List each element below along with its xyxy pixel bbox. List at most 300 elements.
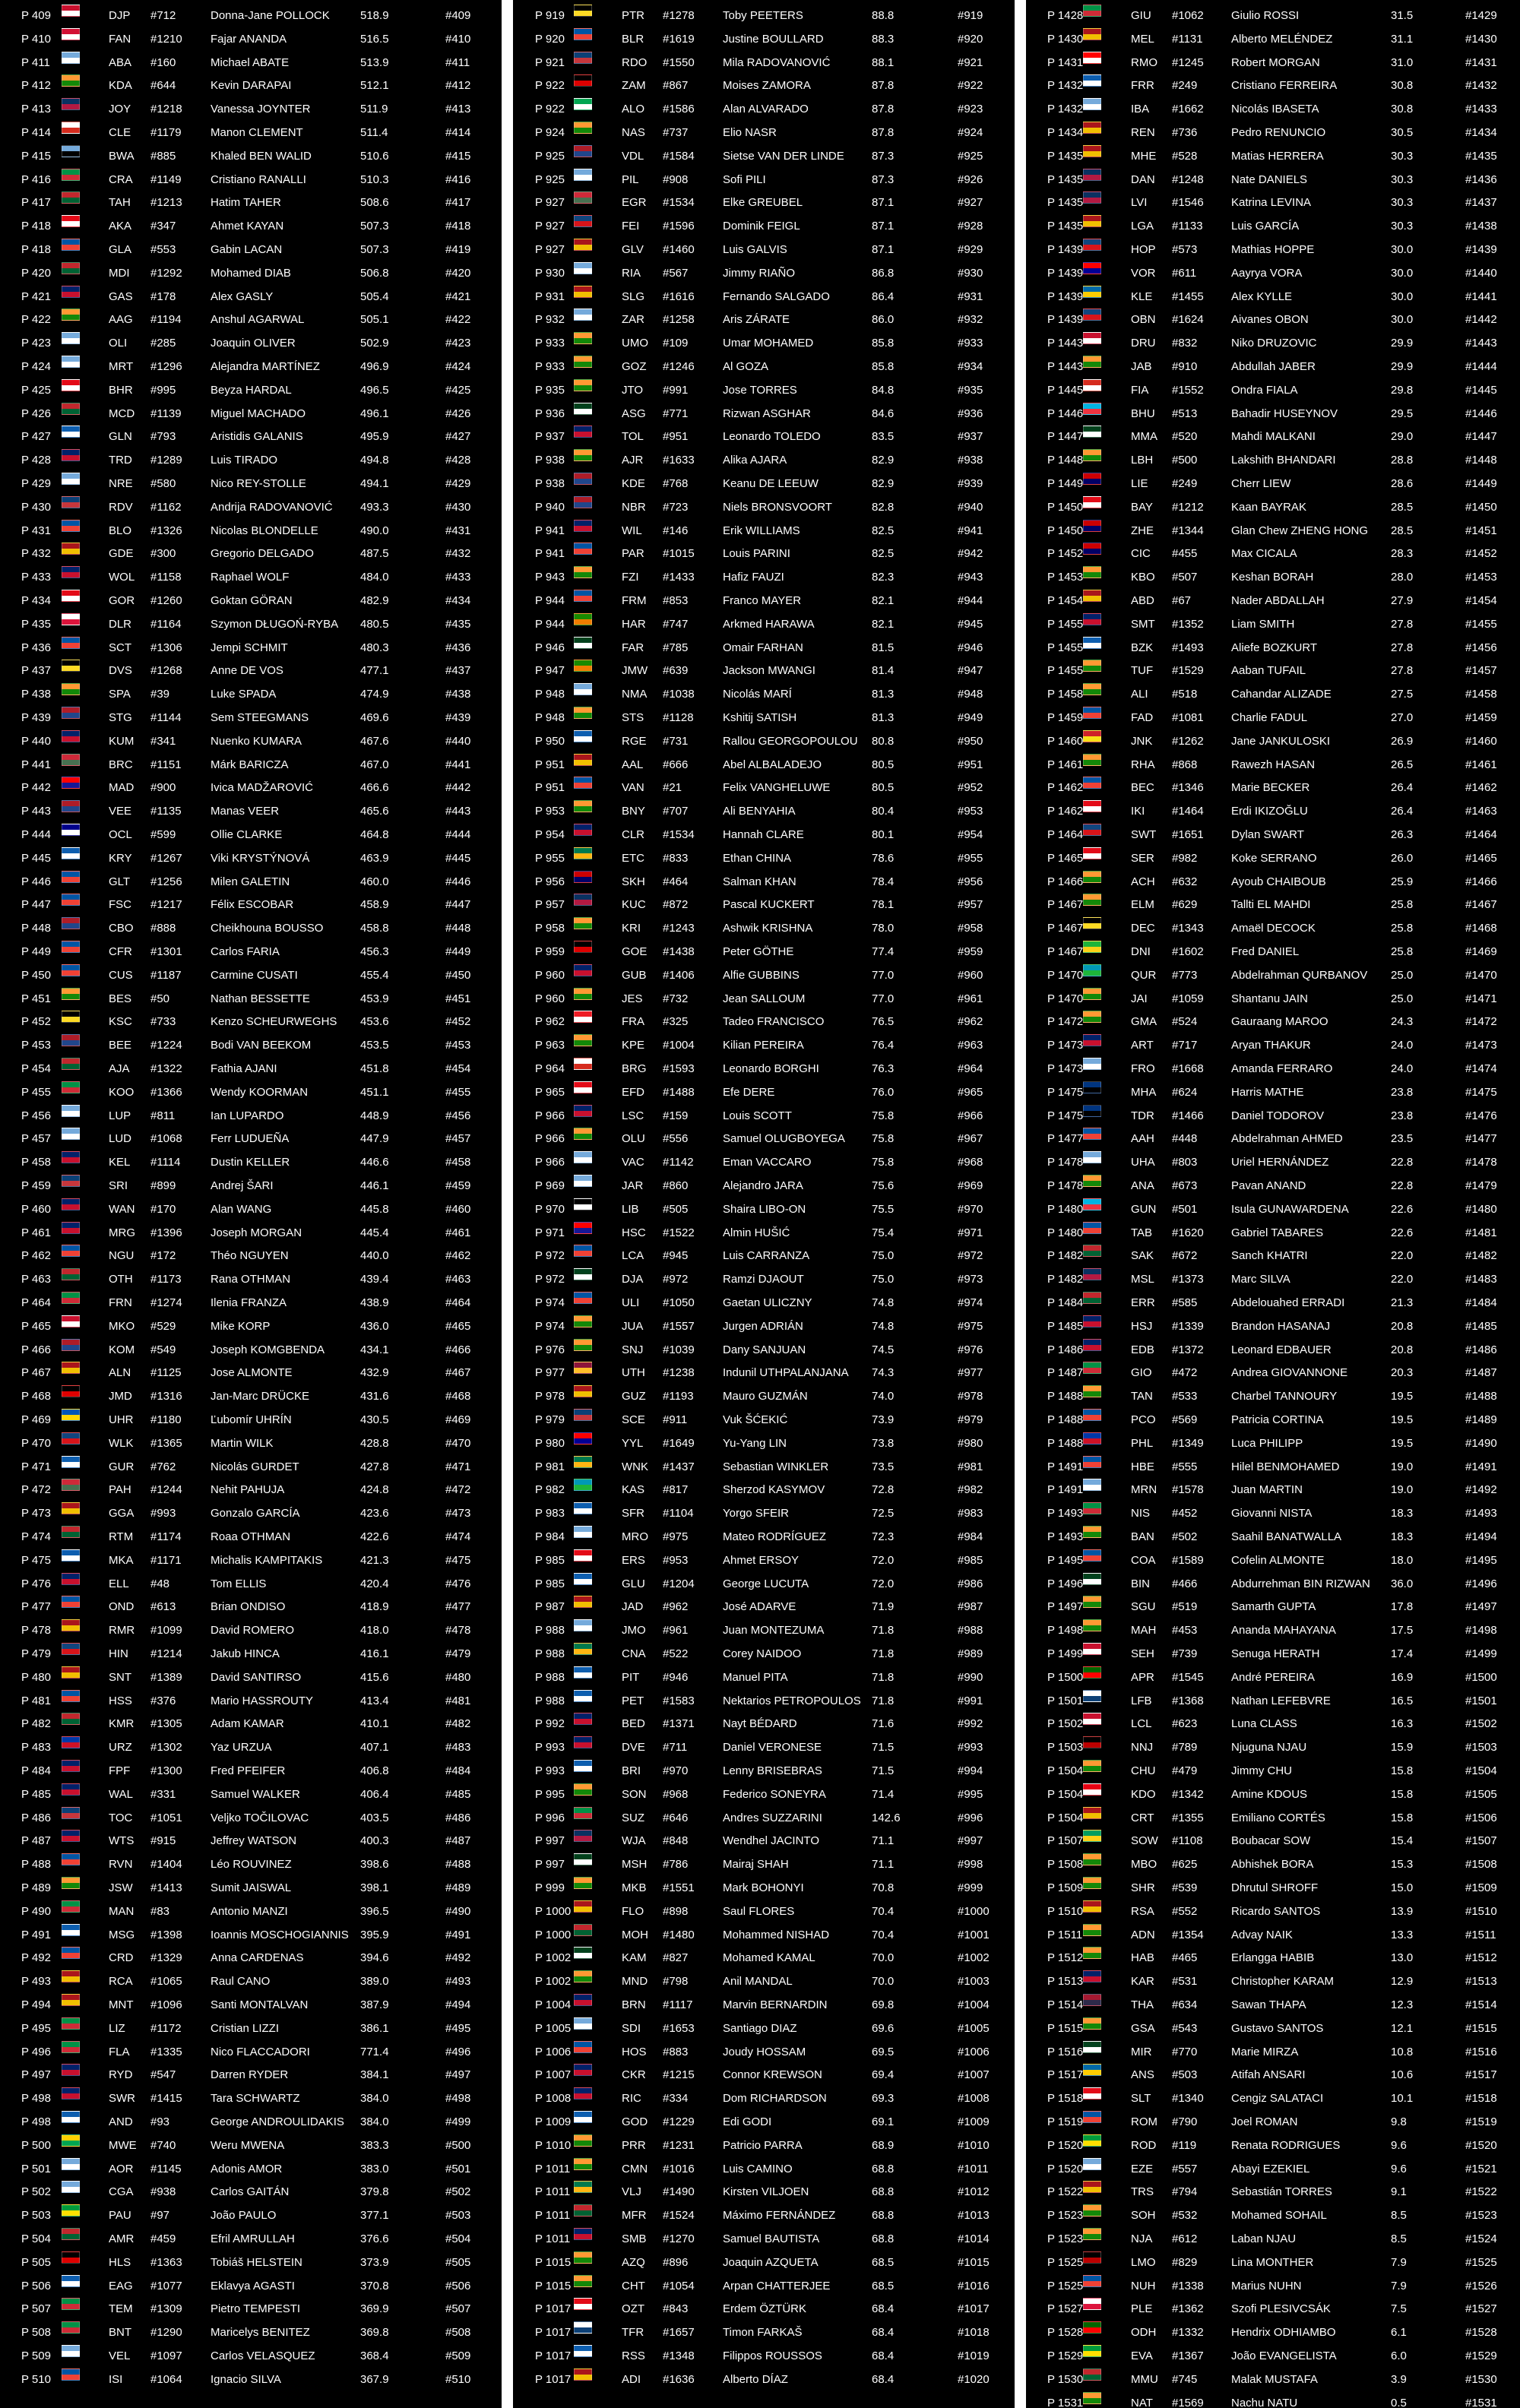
score-value: 490.0 (360, 524, 389, 537)
competitor-name: Manuel PITA (723, 1670, 788, 1684)
competitor-code: MIR (1131, 2045, 1152, 2058)
competitor-code: MSH (622, 1858, 648, 1872)
table-row (513, 2111, 1015, 2134)
position-label: P 475 (21, 1553, 51, 1567)
country-flag-icon (1083, 917, 1101, 929)
competitor-name: Aayrya VORA (1231, 266, 1303, 280)
country-flag-icon (1083, 1760, 1101, 1772)
position-label: P 456 (21, 1109, 51, 1122)
competitor-name: Aaban TUFAIL (1231, 664, 1306, 678)
competitor-code: RIC (622, 2092, 641, 2106)
rank-number: #1432 (1465, 79, 1497, 93)
country-flag-icon (574, 1105, 592, 1117)
score-value: 73.5 (872, 1460, 895, 1473)
competitor-name: Renata RODRIGUES (1231, 2138, 1341, 2152)
country-flag-icon (1083, 637, 1101, 649)
rank-number: #929 (958, 243, 983, 256)
position-label: P 509 (21, 2349, 51, 2362)
score-value: 458.9 (360, 898, 389, 912)
competitor-name: Gaetan ULICZNY (723, 1296, 812, 1309)
position-label: P 1007 (535, 2068, 572, 2082)
table-row (1026, 1619, 1520, 1643)
competitor-name: Efril AMRULLAH (211, 2232, 295, 2245)
bib-number: #1649 (663, 1436, 695, 1450)
competitor-name: Alfie GUBBINS (723, 968, 800, 982)
bib-number: #911 (663, 1413, 688, 1426)
score-value: 78.0 (872, 922, 895, 935)
score-value: 510.3 (360, 172, 389, 186)
rank-number: #420 (445, 266, 471, 280)
rank-number: #418 (445, 220, 471, 233)
position-label: P 416 (21, 172, 51, 186)
table-row (0, 1760, 502, 1783)
position-label: P 1501 (1047, 1694, 1084, 1707)
score-value: 86.4 (872, 290, 895, 303)
score-value: 28.5 (1391, 500, 1414, 514)
competitor-name: Joaquin OLIVER (211, 337, 296, 350)
competitor-code: SUZ (622, 1811, 644, 1824)
competitor-name: Filippos ROUSSOS (723, 2349, 822, 2362)
competitor-name: Szymon DŁUGOŃ-RYBA (211, 617, 339, 631)
rank-number: #1439 (1465, 243, 1497, 256)
country-flag-icon (574, 917, 592, 929)
table-row (1026, 1058, 1520, 1081)
position-label: P 458 (21, 1156, 51, 1169)
score-value: 373.9 (360, 2255, 389, 2269)
competitor-name: Sem STEEGMANS (211, 711, 309, 724)
competitor-code: MFR (622, 2209, 647, 2223)
rank-number: #455 (445, 1085, 471, 1099)
rank-number: #995 (958, 1787, 983, 1801)
table-row (0, 74, 502, 98)
country-flag-icon (574, 1596, 592, 1608)
score-value: 384.0 (360, 2092, 389, 2106)
bib-number: #1620 (1172, 1226, 1204, 1239)
table-row (513, 1222, 1015, 1245)
score-value: 370.8 (360, 2279, 389, 2293)
competitor-name: Nuenko KUMARA (211, 734, 302, 748)
competitor-name: Márk BARICZA (211, 758, 289, 771)
country-flag-icon (62, 1222, 80, 1234)
competitor-code: MHE (1131, 149, 1157, 163)
rank-number: #1526 (1465, 2279, 1497, 2293)
rank-number: #476 (445, 1577, 471, 1590)
country-flag-icon (1083, 1502, 1101, 1514)
rank-number: #493 (445, 1975, 471, 1989)
competitor-name: Joseph KOMGBENDA (211, 1343, 325, 1356)
table-row (0, 1222, 502, 1245)
bib-number: #1616 (663, 290, 695, 303)
score-value: 445.4 (360, 1226, 389, 1239)
position-label: P 466 (21, 1343, 51, 1356)
position-label: P 433 (21, 571, 51, 584)
country-flag-icon (574, 543, 592, 555)
bib-number: #1039 (663, 1343, 695, 1356)
bib-number: #93 (150, 2115, 170, 2128)
rank-number: #1459 (1465, 711, 1497, 724)
rank-number: #428 (445, 454, 471, 467)
score-value: 430.5 (360, 1413, 389, 1426)
competitor-name: Erdem ÖZTÜRK (723, 2302, 807, 2316)
competitor-code: SGU (1131, 1600, 1156, 1614)
competitor-name: Pavan ANAND (1231, 1179, 1306, 1192)
country-flag-icon (1083, 379, 1101, 391)
competitor-name: Ľubomír UHRÍN (211, 1413, 292, 1426)
position-label: P 507 (21, 2302, 51, 2316)
competitor-code: ALN (109, 1366, 131, 1380)
bib-number: #1460 (663, 243, 695, 256)
rank-number: #1431 (1465, 55, 1497, 69)
competitor-name: Almin HUŠIĆ (723, 1226, 790, 1239)
competitor-name: Mauro GUZMÁN (723, 1390, 808, 1403)
competitor-name: Yaz URZUA (211, 1741, 272, 1755)
competitor-name: Nicolás MARÍ (723, 688, 792, 701)
score-value: 25.0 (1391, 968, 1414, 982)
bib-number: #178 (150, 290, 176, 303)
country-flag-icon (62, 2087, 80, 2099)
table-row (0, 590, 502, 613)
competitor-code: KDO (1131, 1787, 1156, 1801)
position-label: P 1525 (1047, 2255, 1084, 2269)
competitor-name: Cherr LIEW (1231, 477, 1291, 490)
position-label: P 1435 (1047, 149, 1084, 163)
position-label: P 1017 (535, 2326, 572, 2340)
table-row (0, 1994, 502, 2017)
competitor-code: DJA (622, 1273, 644, 1286)
score-value: 77.0 (872, 992, 895, 1005)
rank-number: #1452 (1465, 547, 1497, 561)
competitor-code: SOH (1131, 2209, 1156, 2223)
rank-number: #979 (958, 1413, 983, 1426)
country-flag-icon (574, 1713, 592, 1725)
competitor-code: PLE (1131, 2302, 1153, 2316)
competitor-code: AZQ (622, 2255, 645, 2269)
rank-number: #962 (958, 1015, 983, 1029)
competitor-code: HSS (109, 1694, 132, 1707)
country-flag-icon (62, 683, 80, 695)
bib-number: #341 (150, 734, 176, 748)
position-label: P 1482 (1047, 1273, 1084, 1286)
rank-number: #1448 (1465, 454, 1497, 467)
bib-number: #347 (150, 220, 176, 233)
competitor-code: MNT (109, 1998, 134, 2011)
rank-number: #1430 (1465, 32, 1497, 46)
competitor-code: GIU (1131, 9, 1151, 22)
table-row (0, 1783, 502, 1807)
competitor-code: OND (109, 1600, 135, 1614)
bib-number: #1229 (663, 2115, 695, 2128)
bib-number: #1550 (663, 55, 695, 69)
competitor-name: Shantanu JAIN (1231, 992, 1308, 1005)
competitor-name: Milen GALETIN (211, 875, 290, 888)
bib-number: #1292 (150, 266, 182, 280)
bib-number: #634 (1172, 1998, 1198, 2011)
competitor-name: Brian ONDISO (211, 1600, 286, 1614)
competitor-code: WAN (109, 1202, 135, 1216)
score-value: 384.0 (360, 2115, 389, 2128)
competitor-name: Ramzi DJAOUT (723, 1273, 804, 1286)
position-label: P 1517 (1047, 2068, 1084, 2082)
table-row (513, 2345, 1015, 2368)
rank-number: #431 (445, 524, 471, 537)
country-flag-icon (574, 262, 592, 274)
country-flag-icon (62, 122, 80, 134)
competitor-code: KRI (622, 922, 641, 935)
country-flag-icon (574, 1362, 592, 1374)
competitor-code: LSC (622, 1109, 644, 1122)
rank-number: #1509 (1465, 1881, 1497, 1894)
rank-number: #998 (958, 1858, 983, 1872)
table-row (513, 1315, 1015, 1339)
rank-number: #469 (445, 1413, 471, 1426)
bib-number: #762 (150, 1460, 176, 1473)
position-label: P 924 (535, 126, 565, 139)
competitor-code: JAB (1131, 360, 1152, 373)
score-value: 424.8 (360, 1483, 389, 1497)
bib-number: #1108 (1172, 1834, 1203, 1848)
country-flag-icon (62, 356, 80, 368)
country-flag-icon (1083, 169, 1101, 181)
score-value: 15.8 (1391, 1787, 1414, 1801)
country-flag-icon (1083, 1151, 1101, 1163)
table-row (1026, 2251, 1520, 2275)
country-flag-icon (62, 637, 80, 649)
score-value: 68.5 (872, 2279, 895, 2293)
competitor-code: NRE (109, 477, 133, 490)
competitor-code: SDI (622, 2021, 641, 2035)
country-flag-icon (574, 2134, 592, 2147)
position-label: P 972 (535, 1273, 565, 1286)
score-value: 26.0 (1391, 851, 1414, 865)
competitor-name: Veljko TOČILOVAC (211, 1811, 309, 1824)
table-row (513, 590, 1015, 613)
competitor-code: VAN (622, 781, 644, 795)
score-value: 428.8 (360, 1436, 389, 1450)
competitor-name: Ondra FIALA (1231, 383, 1298, 397)
competitor-name: Arkmed HARAWA (723, 617, 815, 631)
country-flag-icon (574, 871, 592, 883)
bib-number: #1602 (1172, 945, 1204, 958)
table-row (1026, 1292, 1520, 1315)
country-flag-icon (574, 2158, 592, 2170)
score-value: 68.4 (872, 2372, 895, 2386)
score-value: 13.0 (1391, 1951, 1414, 1965)
competitor-name: Jakub HINCA (211, 1647, 280, 1660)
table-row (1026, 496, 1520, 520)
score-value: 77.4 (872, 945, 895, 958)
competitor-code: FAR (622, 641, 644, 654)
table-row (1026, 1947, 1520, 1970)
rank-number: #1440 (1465, 266, 1497, 280)
competitor-name: Manon CLEMENT (211, 126, 303, 139)
bib-number: #632 (1172, 875, 1198, 888)
competitor-code: JAD (622, 1600, 644, 1614)
competitor-code: KMR (109, 1717, 135, 1731)
table-row (0, 1198, 502, 1222)
score-value: 25.8 (1391, 898, 1414, 912)
bib-number: #770 (1172, 2045, 1198, 2058)
rank-number: #1480 (1465, 1202, 1497, 1216)
position-label: P 980 (535, 1436, 565, 1450)
competitor-name: Federico SONEYRA (723, 1787, 826, 1801)
table-row (0, 566, 502, 590)
competitor-code: DRU (1131, 337, 1156, 350)
score-value: 3.9 (1391, 2372, 1407, 2386)
position-label: P 472 (21, 1483, 51, 1497)
score-value: 30.3 (1391, 220, 1414, 233)
country-flag-icon (1083, 1198, 1101, 1210)
rank-number: #1006 (958, 2045, 990, 2058)
position-label: P 451 (21, 992, 51, 1005)
position-label: P 1484 (1047, 1296, 1084, 1309)
country-flag-icon (1083, 2228, 1101, 2240)
competitor-code: KAR (1131, 1975, 1154, 1989)
position-label: P 1467 (1047, 922, 1084, 935)
table-row (513, 449, 1015, 473)
competitor-name: Vanessa JOYNTER (211, 103, 311, 116)
competitor-name: Anil MANDAL (723, 1975, 793, 1989)
rank-number: #1446 (1465, 407, 1497, 420)
bib-number: #1326 (150, 524, 182, 537)
score-value: 10.6 (1391, 2068, 1414, 2082)
country-flag-icon (574, 894, 592, 906)
score-value: 71.8 (872, 1647, 895, 1660)
country-flag-icon (62, 1830, 80, 1842)
score-value: 431.6 (360, 1390, 389, 1403)
country-flag-icon (62, 1315, 80, 1327)
country-flag-icon (62, 1245, 80, 1257)
competitor-name: Matias HERRERA (1231, 149, 1324, 163)
country-flag-icon (574, 496, 592, 508)
score-value: 9.8 (1391, 2115, 1407, 2128)
country-flag-icon (1083, 2087, 1101, 2099)
table-row (1026, 449, 1520, 473)
competitor-code: DAN (1131, 172, 1155, 186)
position-label: P 1447 (1047, 430, 1084, 444)
competitor-name: Dustin KELLER (211, 1156, 290, 1169)
country-flag-icon (574, 1830, 592, 1842)
country-flag-icon (574, 1081, 592, 1093)
bib-number: #331 (150, 1787, 176, 1801)
table-row (513, 1596, 1015, 1619)
position-label: P 938 (535, 477, 565, 490)
bib-number: #1339 (1172, 1319, 1204, 1333)
bib-number: #552 (1172, 1904, 1198, 1918)
rank-number: #1513 (1465, 1975, 1497, 1989)
table-row (0, 473, 502, 496)
position-label: P 1450 (1047, 500, 1084, 514)
competitor-code: RYD (109, 2068, 133, 2082)
bib-number: #673 (1172, 1179, 1198, 1192)
table-row (1026, 941, 1520, 964)
score-value: 73.8 (872, 1436, 895, 1450)
bib-number: #1546 (1172, 196, 1204, 210)
table-row (513, 286, 1015, 309)
competitor-name: Ayoub CHAIBOUB (1231, 875, 1326, 888)
table-row (513, 1549, 1015, 1573)
country-flag-icon (62, 262, 80, 274)
competitor-name: Al GOZA (723, 360, 769, 373)
country-flag-icon (62, 1760, 80, 1772)
table-row (0, 1596, 502, 1619)
competitor-code: LMO (1131, 2255, 1156, 2269)
competitor-code: GLN (109, 430, 132, 444)
position-label: P 1511 (1047, 1928, 1083, 1941)
position-label: P 972 (535, 1249, 565, 1263)
table-row (1026, 988, 1520, 1011)
rank-number: #1528 (1465, 2326, 1497, 2340)
rank-number: #506 (445, 2279, 471, 2293)
country-flag-icon (1083, 894, 1101, 906)
score-value: 456.3 (360, 945, 389, 958)
competitor-name: Cahandar ALIZADE (1231, 688, 1332, 701)
table-row (0, 707, 502, 730)
bib-number: #1488 (663, 1085, 695, 1099)
country-flag-icon (574, 520, 592, 532)
country-flag-icon (62, 426, 80, 438)
country-flag-icon (574, 5, 592, 17)
rank-number: #465 (445, 1319, 471, 1333)
score-value: 406.8 (360, 1764, 389, 1777)
country-flag-icon (574, 800, 592, 812)
table-row (513, 496, 1015, 520)
bib-number: #1172 (150, 2021, 182, 2035)
bib-number: #472 (1172, 1366, 1198, 1380)
country-flag-icon (62, 2181, 80, 2193)
position-label: P 953 (535, 805, 565, 818)
bib-number: #1593 (663, 1062, 695, 1075)
score-value: 23.5 (1391, 1132, 1414, 1146)
table-row (513, 379, 1015, 403)
rank-number: #443 (445, 805, 471, 818)
bib-number: #1038 (663, 688, 695, 701)
table-row (1026, 309, 1520, 332)
rank-number: #986 (958, 1577, 983, 1590)
competitor-code: MAD (109, 781, 135, 795)
rank-number: #461 (445, 1226, 471, 1239)
competitor-name: Gabin LACAN (211, 243, 283, 256)
position-label: P 1445 (1047, 383, 1084, 397)
table-row (513, 1175, 1015, 1198)
competitor-code: BEE (109, 1039, 132, 1052)
rank-number: #1491 (1465, 1460, 1497, 1473)
rank-number: #436 (445, 641, 471, 654)
position-label: P 492 (21, 1951, 51, 1965)
competitor-name: Dhrutul SHROFF (1231, 1881, 1319, 1894)
country-flag-icon (62, 1596, 80, 1608)
competitor-code: JES (622, 992, 643, 1005)
bib-number: #798 (663, 1975, 689, 1989)
score-value: 68.4 (872, 2326, 895, 2340)
country-flag-icon (62, 2111, 80, 2123)
competitor-code: BLO (109, 524, 132, 537)
table-row (1026, 707, 1520, 730)
rank-number: #1489 (1465, 1413, 1497, 1426)
rank-number: #1472 (1465, 1015, 1497, 1029)
rank-number: #1495 (1465, 1553, 1497, 1567)
table-row (0, 262, 502, 286)
competitor-name: André PEREIRA (1231, 1670, 1316, 1684)
competitor-code: TDR (1131, 1109, 1154, 1122)
competitor-name: Jimmy RIAÑO (723, 266, 795, 280)
score-value: 453.6 (360, 1015, 389, 1029)
bib-number: #723 (663, 500, 689, 514)
country-flag-icon (1083, 1105, 1101, 1117)
bib-number: #790 (1172, 2115, 1198, 2128)
bib-number: #733 (150, 1015, 176, 1029)
table-row (513, 894, 1015, 917)
rank-number: #1481 (1465, 1226, 1497, 1239)
